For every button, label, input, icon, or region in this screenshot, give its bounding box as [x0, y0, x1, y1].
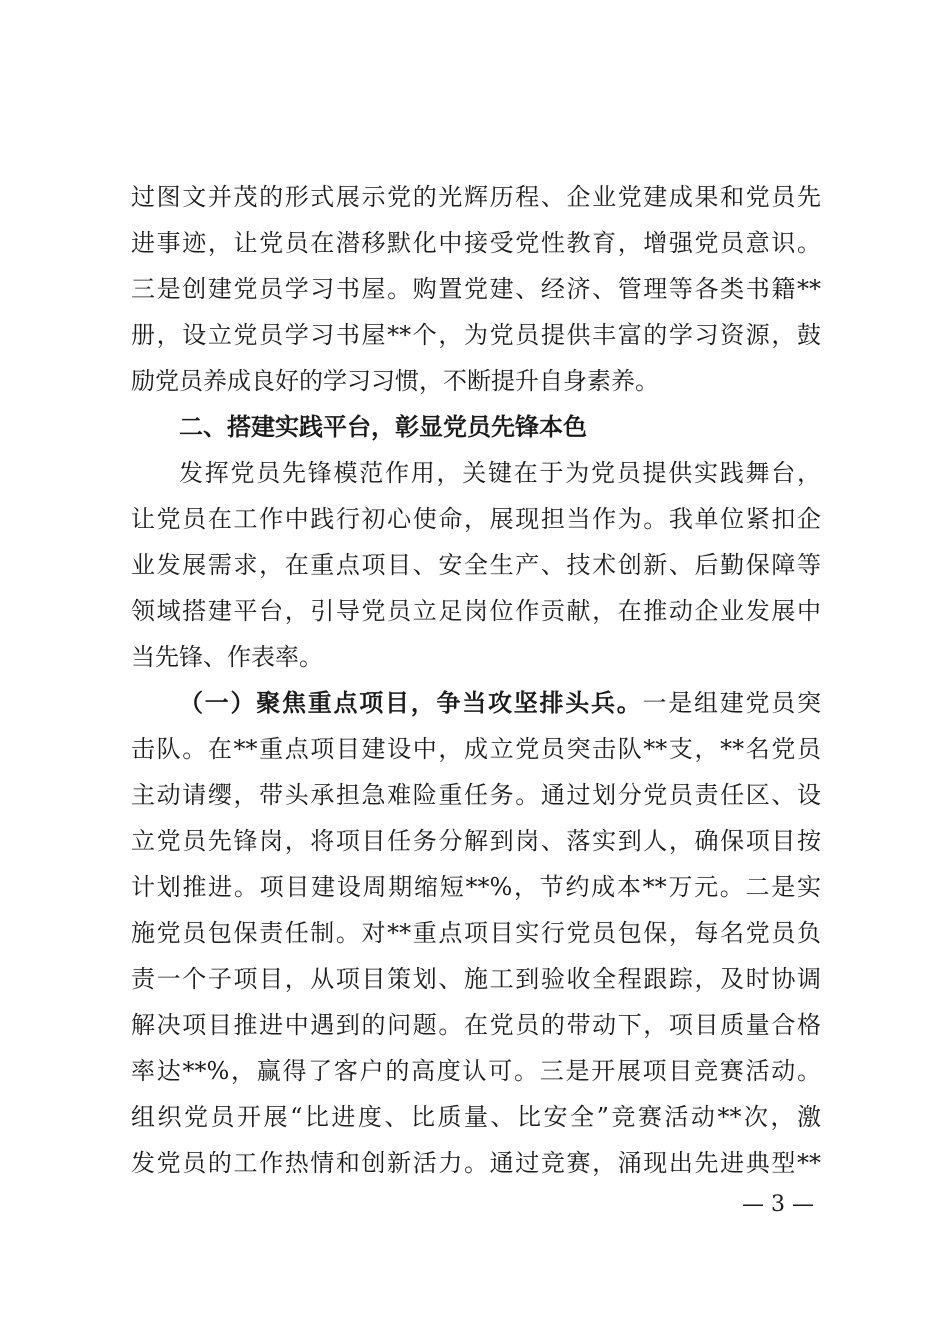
paragraph-line: 施党员包保责任制。对**重点项目实行党员包保，每名党员负	[131, 919, 821, 947]
paragraph-line: 业发展需求，在重点项目、安全生产、技术创新、后勤保障等	[131, 551, 821, 579]
paragraph-line: 进事迹，让党员在潜移默化中接受党性教育，增强党员意识。	[131, 229, 821, 257]
paragraph-line: 让党员在工作中践行初心使命，展现担当作为。我单位紧扣企	[131, 505, 821, 533]
paragraph-line: 责一个子项目，从项目策划、施工到验收全程跟踪，及时协调	[131, 965, 821, 993]
paragraph-line: 三是创建党员学习书屋。购置党建、经济、管理等各类书籍**	[131, 275, 821, 303]
subheading: （一）聚焦重点项目，争当攻坚排头兵。	[179, 688, 643, 717]
paragraph-line: 发党员的工作热情和创新活力。通过竞赛，涌现出先进典型**	[131, 1149, 821, 1177]
paragraph-line: 过图文并茂的形式展示党的光辉历程、企业党建成果和党员先	[131, 183, 821, 211]
section-heading: 二、搭建实践平台，彰显党员先锋本色	[179, 413, 587, 441]
paragraph-line: 击队。在**重点项目建设中，成立党员突击队**支，**名党员	[131, 735, 821, 763]
paragraph-line: 组织党员开展“比进度、比质量、比安全”竞赛活动**次，激	[131, 1103, 821, 1131]
paragraph-line: 率达**%，赢得了客户的高度认可。三是开展项目竞赛活动。	[131, 1057, 821, 1085]
paragraph-line: 当先锋、作表率。	[131, 643, 323, 671]
page-number: — 3 —	[742, 1192, 814, 1217]
paragraph-text: 一是组建党员突	[642, 689, 821, 717]
paragraph-first-line	[179, 683, 821, 723]
paragraph-line: 册，设立党员学习书屋**个，为党员提供丰富的学习资源，鼓	[131, 321, 821, 349]
paragraph-line: 主动请缨，带头承担急难险重任务。通过划分党员责任区、设	[131, 781, 821, 809]
paragraph-line: 领域搭建平台，引导党员立足岗位作贡献，在推动企业发展中	[131, 597, 821, 625]
paragraph-line: 励党员养成良好的学习习惯，不断提升自身素养。	[131, 367, 659, 395]
paragraph-line: 解决项目推进中遇到的问题。在党员的带动下，项目质量合格	[131, 1011, 821, 1039]
paragraph-line: 计划推进。项目建设周期缩短**%，节约成本**万元。二是实	[131, 873, 821, 901]
paragraph-line: 发挥党员先锋模范作用，关键在于为党员提供实践舞台，	[179, 459, 821, 487]
paragraph-line: 立党员先锋岗，将项目任务分解到岗、落实到人，确保项目按	[131, 827, 821, 855]
